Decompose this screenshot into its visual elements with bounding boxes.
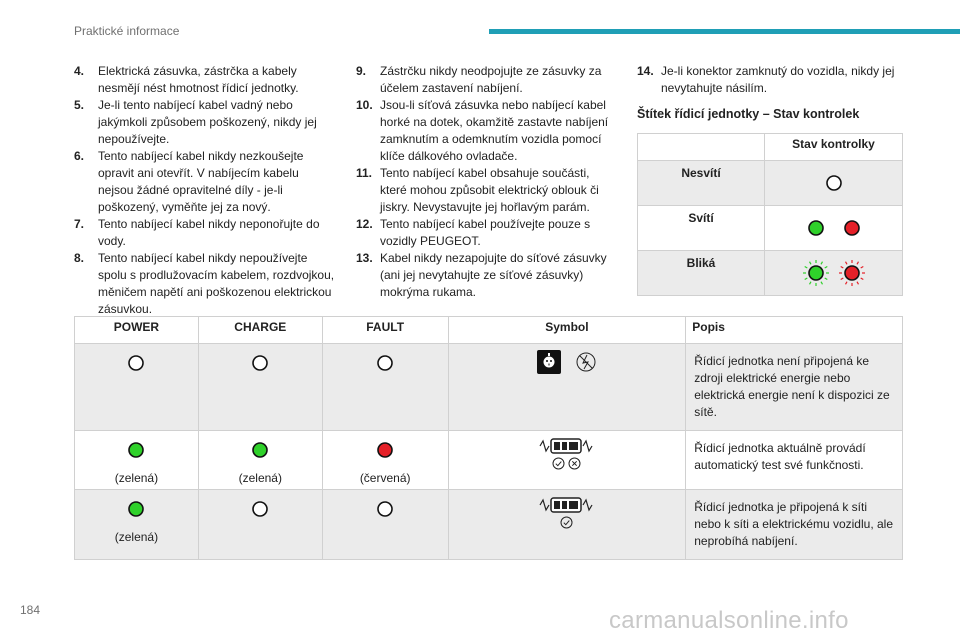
charge-cell [198,344,322,431]
check-circle-icon [560,515,573,529]
list-text: Kabel nikdy nezapojujte do síťové zásuvky (ani jej nevytahujte ze síťové zásuvky) mokrýma rukama. [380,251,607,299]
list-item [637,63,905,97]
row-label: Bliká [638,251,765,296]
status-table [74,316,903,560]
label-table-title: Štítek řídicí jednotky – Stav kontrolek [637,107,860,121]
list-num: 9. [356,64,367,78]
fault-cell [322,431,448,490]
indicator-cell [765,206,903,251]
list-text: Tento nabíjecí kabel nikdy nepoužívejte spolu s prodlužovacím kabelem, rozdvojkou, měničem napětí ani poškozenou elektrickou zásuvkou. [98,251,335,316]
list-item [356,250,618,301]
list-item [74,216,336,250]
status-led-icon [327,496,444,522]
watermark: carmanualsonline.info [609,607,849,634]
status-led-icon [203,437,318,463]
list-num: 13. [356,251,373,265]
column-header: FAULT [322,317,448,344]
table-row [75,431,903,490]
list-text: Tento nabíjecí kabel obsahuje součásti, které mohou způsobit elektrický oblouk či jiskry. Nevystavujte jej hořlavým parám. [380,166,599,214]
list-item [74,97,336,148]
list-num: 6. [74,149,85,163]
list-num: 5. [74,98,85,112]
running-header: Praktické informace [74,24,180,38]
list-num: 7. [74,217,85,231]
led-color-label: (zelená) [114,471,159,485]
cable-connector-icon [453,496,682,514]
power-cell [75,344,199,431]
status-led-icon [79,437,194,463]
charge-cell [198,490,322,560]
list-num: 14. [637,64,654,78]
numbered-list-col3 [637,63,905,97]
charge-cell [198,431,322,490]
status-led-icon [327,350,444,376]
list-text: Elektrická zásuvka, zástrčka a kabely nesmějí nést hmotnost řídicí jednotky. [98,64,299,95]
symbol-cell [448,344,686,431]
list-item [74,250,336,318]
indicator-led-icon [839,220,865,234]
status-led-icon [79,350,194,376]
status-led-icon [203,496,318,522]
list-item [74,148,336,216]
list-text: Je-li tento nabíjecí kabel vadný nebo jakýmkoli způsobem poškozený, nikdy jej nepoužívejte. [98,98,317,146]
cross-circle-icon [568,456,581,470]
column-header: CHARGE [198,317,322,344]
list-num: 11. [356,166,373,180]
description-cell: Řídicí jednotka je připojená k síti nebo k síti a elektrickému vozidlu, ale neprobíhá nabíjení. [686,490,903,560]
list-text: Tento nabíjecí kabel nikdy neponořujte do vody. [98,217,320,248]
list-text: Zástrčku nikdy neodpojujte ze zásuvky za účelem zastavení nabíjení. [380,64,602,95]
numbered-list-col2 [356,63,618,301]
indicator-led-icon [803,220,829,234]
list-item [356,216,618,250]
description-cell: Řídicí jednotka není připojená ke zdroji elektrické energie nebo elektrická energie není k dispozici ze sítě. [686,344,903,431]
column-header: Popis [686,317,903,344]
header-accent-bar [489,29,960,34]
list-text: Tento nabíjecí kabel používejte pouze s vozidly PEUGEOT. [380,217,591,248]
indicator-cell [765,161,903,206]
table-row [75,344,903,431]
fault-cell [322,490,448,560]
table-row [75,490,903,560]
list-num: 10. [356,98,373,112]
power-plug-icon [537,354,561,368]
fault-cell [322,344,448,431]
status-led-icon [327,437,444,463]
list-num: 12. [356,217,373,231]
column-header: Symbol [448,317,686,344]
list-num: 8. [74,251,85,265]
power-cell [75,490,199,560]
page-number: 184 [20,603,41,617]
list-text: Jsou-li síťová zásuvka nebo nabíjecí kabel horké na dotek, okamžitě zastavte nabíjení zamknutím a odemknutím vozidla pomocí klíče dálkového ovladače. [380,98,609,163]
column-header: POWER [75,317,199,344]
list-item [356,63,618,97]
row-label: Svítí [638,206,765,251]
indicator-state-table [637,133,903,296]
numbered-list-col1 [74,63,336,318]
list-item [356,165,618,216]
no-lightning-icon [575,354,597,368]
status-led-icon [203,350,318,376]
indicator-led-icon [839,265,865,279]
list-item [356,97,618,165]
indicator-led-icon [803,265,829,279]
table-header: Stav kontrolky [765,134,903,161]
symbol-cell [448,490,686,560]
list-text: Je-li konektor zamknutý do vozidla, nikdy jej nevytahujte násilím. [661,64,895,95]
indicator-cell [765,251,903,296]
power-cell [75,431,199,490]
table-header-empty [638,134,765,161]
list-text: Tento nabíjecí kabel nikdy nezkoušejte opravit ani otevřít. V nabíjecím kabelu nejsou žádné opravitelné díly - je-li poškozený, vyměňte jej za nový. [98,149,304,214]
led-color-label: (zelená) [238,471,282,485]
led-color-label: (zelená) [114,530,159,544]
led-color-label: (červená) [359,471,411,485]
row-label: Nesvítí [638,161,765,206]
indicator-led-icon [821,175,847,189]
status-led-icon [79,496,194,522]
symbol-cell [448,431,686,490]
list-num: 4. [74,64,85,78]
check-circle-icon [552,456,565,470]
cable-connector-icon [453,437,682,455]
list-item [74,63,336,97]
description-cell: Řídicí jednotka aktuálně provádí automatický test své funkčnosti. [686,431,903,490]
